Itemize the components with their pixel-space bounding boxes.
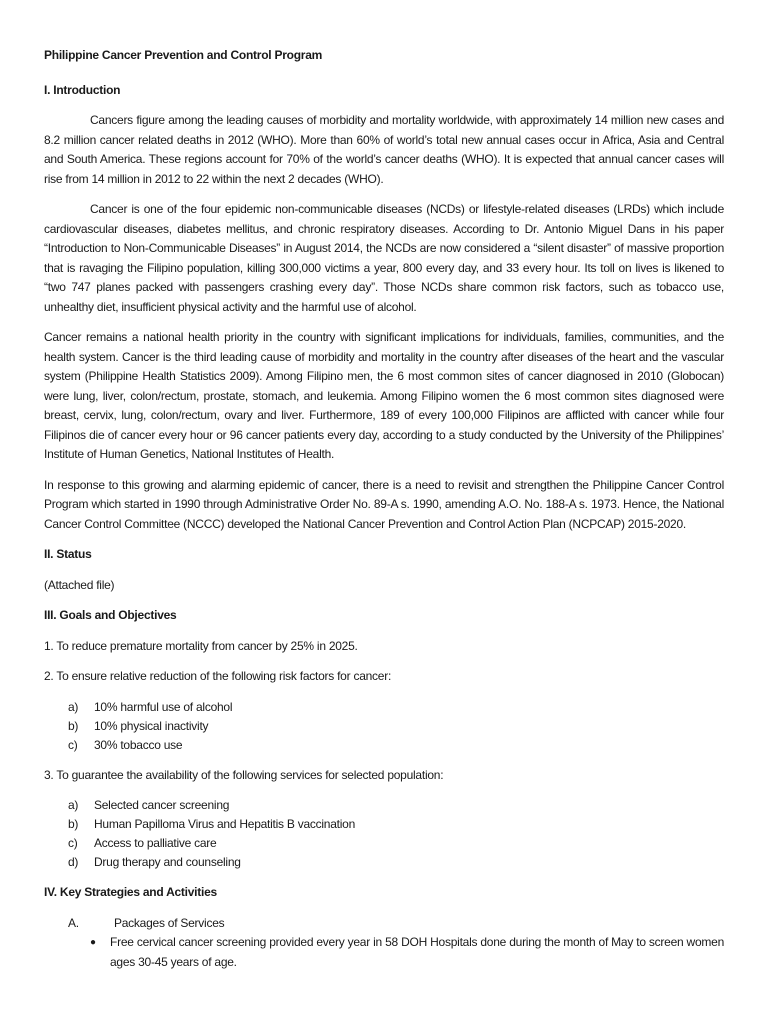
list-item	[44, 717, 724, 736]
status-text: (Attached file)	[44, 577, 115, 592]
bullet-list	[90, 933, 724, 972]
list-text: Packages of Services	[114, 915, 225, 930]
section-heading-status: II. Status	[44, 547, 92, 561]
list-item	[44, 736, 724, 755]
list-text: Drug therapy and counseling	[94, 855, 241, 869]
list-marker: A.	[68, 915, 79, 930]
list-item	[44, 796, 724, 815]
list-text: Access to palliative care	[94, 836, 217, 850]
intro-paragraph: Cancer remains a national health priority in the country with significant implications for individuals, families, communities, and the health system. Cancer is the third leading cause of morbidity and mortality in the country after diseases of the heart and the vascular system (Philippine Health Statistics 2009). Among Filipino men, the 6 most common sites of cancer diagnosed in 2010 (Globocan) were lung, liver, colon/rectum, prostate, stomach, and leukemia. Among Filipino women the 6 most common sites diagnosed were breast, cervix, lung, colon/rectum, ovary and liver. Furthermore, 189 of every 100,000 Filipinos are afflicted with cancer while four Filipinos die of cancer every hour or 96 cancer patients every day, according to a study conducted by the University of the Philippines’ Institute of Human Genetics, National Institutes of Health.	[44, 330, 724, 461]
intro-paragraph: In response to this growing and alarming epidemic of cancer, there is a need to revisit and strengthen the Philippine Cancer Control Program which started in 1990 through Administrative Order No. 89-A s. 1990, amending A.O. No. 188-A s. 1973. Hence, the National Cancer Control Committee (NCCC) developed the National Cancer Prevention and Control Action Plan (NCPCAP) 2015-2020.	[44, 477, 724, 531]
goal-item: 2. To ensure relative reduction of the following risk factors for cancer:	[44, 669, 392, 683]
services-list	[44, 796, 724, 872]
list-text: Selected cancer screening	[94, 798, 230, 812]
section-heading-goals: III. Goals and Objectives	[44, 608, 177, 622]
bullet-item	[90, 933, 724, 972]
bullet-text: Free cervical cancer screening provided every year in 58 DOH Hospitals done during the month of May to screen women ages 30-45 years of age.	[110, 935, 724, 969]
strategies-list	[44, 914, 724, 934]
section-heading-strategies: IV. Key Strategies and Activities	[44, 885, 217, 899]
list-item	[44, 815, 724, 834]
list-text: 10% physical inactivity	[94, 718, 209, 733]
goal-item: 3. To guarantee the availability of the following services for selected population:	[44, 767, 444, 782]
list-item	[44, 698, 724, 717]
intro-paragraph: Cancers figure among the leading causes of morbidity and mortality worldwide, with approximately 14 million new cases and 8.2 million cancer related deaths in 2012 (WHO). More than 60% of world’s total new annual cases occur in Africa, Asia and Central and South America. These regions account for 70% of the world’s cancer deaths (WHO). It is expected that annual cancer cases will rise from 14 million in 2012 to 22 within the next 2 decades (WHO).	[44, 113, 724, 186]
list-item	[44, 914, 724, 934]
bullet-list-wrap	[44, 933, 724, 972]
list-marker: a)	[68, 798, 79, 812]
list-marker: b)	[68, 817, 79, 831]
list-marker: c)	[68, 737, 78, 752]
goal-item: 1. To reduce premature mortality from cancer by 25% in 2025.	[44, 638, 358, 653]
list-item	[44, 834, 724, 853]
list-marker: a)	[68, 699, 79, 714]
bullet-icon: ●	[90, 937, 96, 948]
list-item	[44, 853, 724, 872]
list-marker: b)	[68, 718, 79, 733]
list-marker: d)	[68, 855, 79, 869]
section-heading-introduction: I. Introduction	[44, 82, 121, 97]
list-text: 30% tobacco use	[94, 737, 183, 752]
intro-paragraph: Cancer is one of the four epidemic non-communicable diseases (NCDs) or lifestyle-related diseases (LRDs) which include cardiovascular diseases, diabetes mellitus, and chronic respiratory diseases. According to Dr. Antonio Miguel Dans in his paper “Introduction to Non-Communicable Diseases” in August 2014, the NCDs are now considered a “silent disaster” of massive proportion that is ravaging the Filipino population, killing 300,000 victims a year, 800 every day, and 33 every hour. Its toll on lives is likened to “two 747 planes packed with passengers crashing every day”. Those NCDs share common risk factors, such as tobacco use, unhealthy diet, insufficient physical activity and the harmful use of alcohol.	[44, 202, 724, 314]
document-title: Philippine Cancer Prevention and Control Program	[44, 48, 323, 62]
list-text: 10% harmful use of alcohol	[94, 699, 233, 714]
list-text: Human Papilloma Virus and Hepatitis B vaccination	[94, 817, 356, 831]
list-marker: c)	[68, 836, 78, 850]
risk-factor-list	[44, 698, 724, 755]
